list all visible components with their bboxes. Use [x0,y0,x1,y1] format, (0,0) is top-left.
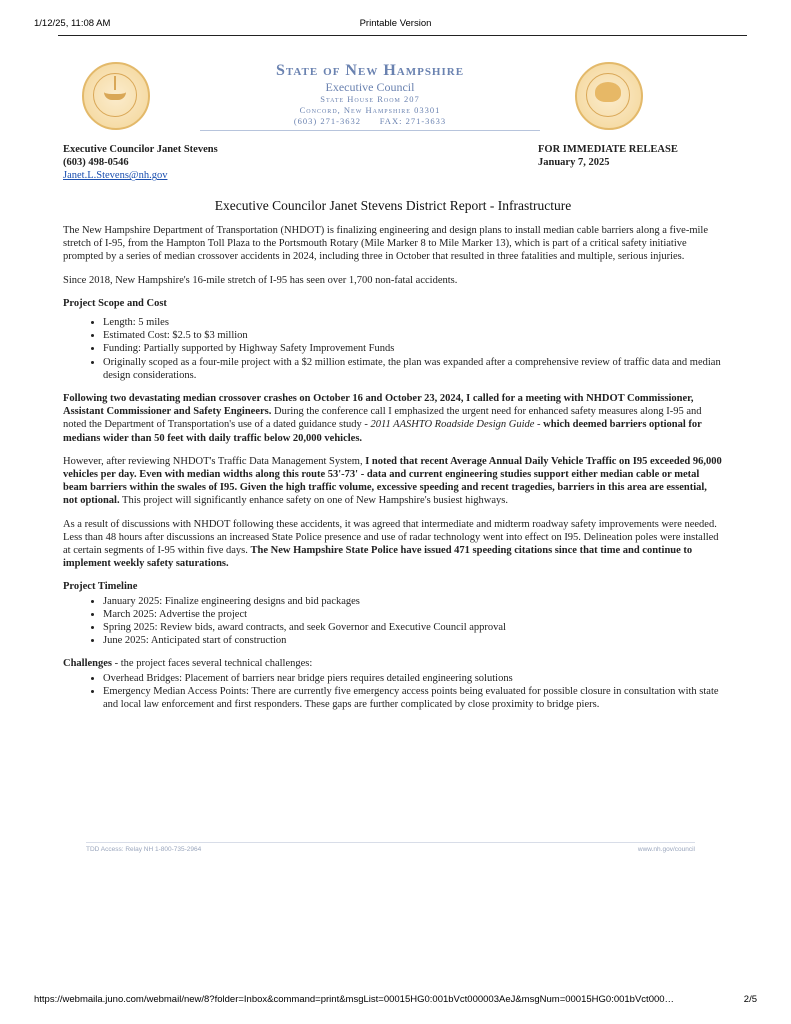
list-item: • Funding: Partially supported by Highway Safety Improvement Funds [103,342,723,355]
print-label: Printable Version [359,18,432,29]
text-bold: I noted that recent Average Annual Daily Vehicle Traffic on I95 exceeded 96,000 vehicles per day. Even with median widths along this route 53'-73' - data and current engineering studies support either median cable or metal beam barriers within the swales of I95. Given the high traffic volume, excessive speeding and recent tragedies, barriers in this area are essential, not optional. [63,455,722,507]
release-label: FOR IMMEDIATE RELEASE [538,144,678,155]
list-item: • Estimated Cost: $2.5 to $3 million [103,329,723,342]
letterhead [180,62,560,131]
text-normal: As a result of discussions with NHDOT following these accidents, it was agreed that intermediate and midterm roadway safety improvements were needed. Less than 48 hours after discussions an increased State Police presence and use of radar technology went into effect on I95. Delineation poles were installed at certain segments of I-95 within five days. [63,518,719,557]
text-bold: which deemed barriers optional for medians wider than 50 feet with daily traffic below 20,000 vehicles. [63,419,702,444]
print-datetime: 1/12/25, 11:08 AM [34,18,111,29]
list-item: • Overhead Bridges: Placement of barriers near bridge piers requires detailed engineering solutions [103,672,723,685]
footer-website: www.nh.gov/council [637,846,695,853]
print-header [34,18,757,32]
release-block [538,143,678,169]
letterhead-city: Concord, New Hampshire 03301 [299,105,441,115]
footer-tdd: TDD Access: Relay NH 1-800-735-2964 [86,846,202,853]
letterhead-phone-fax: (603) 271-3632 FAX: 271-3633 [293,116,447,126]
text-italic: 2011 AASHTO Roadside Design Guide [370,419,535,431]
letterhead-footer [86,842,695,853]
list-item: • Length: 5 miles [103,316,723,329]
challenges-intro-text: - the project faces several technical challenges: [112,658,313,670]
letterhead-room: State House Room 207 [320,94,420,104]
list-item: • Spring 2025: Review bids, award contracts, and seek Governor and Executive Council approval [103,621,723,634]
paragraph-traffic [63,455,723,508]
letterhead-title: State of New Hampshire [275,62,465,79]
header-rule [58,35,747,36]
letterhead-subtitle: Executive Council [325,80,415,94]
paragraph-discussions [63,518,723,571]
contact-name: Executive Councilor Janet Stevens [63,144,218,155]
timeline-heading: Project Timeline [63,581,138,593]
text-bold: The New Hampshire State Police have issued 471 speeding citations since that time and continue to implement weekly safety saturations. [63,545,693,570]
state-seal-icon [82,62,150,130]
print-url: https://webmaila.juno.com/webmail/new/8?folder=Inbox&command=print&msgList=00015HG0:001bVct000003AeJ&msgNum=00015HG0:001bVct000… [34,994,675,1005]
text-dash: - [534,419,544,431]
text-normal: This project will significantly enhance safety on one of New Hampshire's busiest highways. [119,495,508,507]
scope-heading: Project Scope and Cost [63,297,167,309]
challenges-heading: Challenges [63,658,113,670]
text-normal: However, after reviewing NHDOT's Traffic Data Management System, [63,455,366,467]
contact-phone: (603) 498-0546 [63,157,129,169]
release-date: January 7, 2025 [538,157,610,169]
list-item: • March 2025: Advertise the project [103,608,723,621]
list-item: • Emergency Median Access Points: There are currently five emergency access points being evaluated for possible closure in consultation with state and local law enforcement and first responders. These gaps are further complicated by close proximity to bridge piers. [103,685,723,711]
paragraph-accidents: Since 2018, New Hampshire's 16-mile stretch of I-95 has seen over 1,700 non-fatal accidents. [63,274,458,286]
list-item: • June 2025: Anticipated start of construction [103,634,723,647]
list-item: • January 2025: Finalize engineering designs and bid packages [103,595,723,608]
report-title: Executive Councilor Janet Stevens District Report - Infrastructure [214,198,572,213]
text-normal: During the conference call I emphasized the urgent need for enhanced safety measures along I-95 and noted the Department of Transportation's use of a dated guidance study - [63,406,702,431]
paragraph-intro: The New Hampshire Department of Transportation (NHDOT) is finalizing engineering and design plans to install median cable barriers along a five-mile stretch of I-95, from the Hampton Toll Plaza to the Portsmouth Rotary (Mile Marker 8 to Mile Marker 13), which is part of a critical safety initiative prompted by a series of median crossover accidents in 2024, including three in October that resulted in three fatalities and multiple, serious injuries. [63,225,708,263]
council-seal-icon [575,62,643,130]
list-item: • Originally scoped as a four-mile project with a $2 million estimate, the plan was expanded after a comprehensive review of traffic data and median design considerations. [103,356,723,382]
print-footer [34,994,757,1005]
scope-list [63,316,723,382]
challenges-intro [63,657,723,670]
page-number: 2/5 [743,994,757,1005]
report-body [63,224,723,721]
contact-block [63,143,383,183]
text-bold: Following two devastating median crossover crashes on October 16 and October 23, 2024, I called for a meeting with NHDOT Commissioner, Assistant Commissioner and Safety Engineers. [63,393,694,418]
contact-email-link[interactable]: Janet.L.Stevens@nh.gov [63,170,168,182]
timeline-list [63,595,723,648]
paragraph-meeting [63,392,723,445]
challenges-list [63,672,723,712]
